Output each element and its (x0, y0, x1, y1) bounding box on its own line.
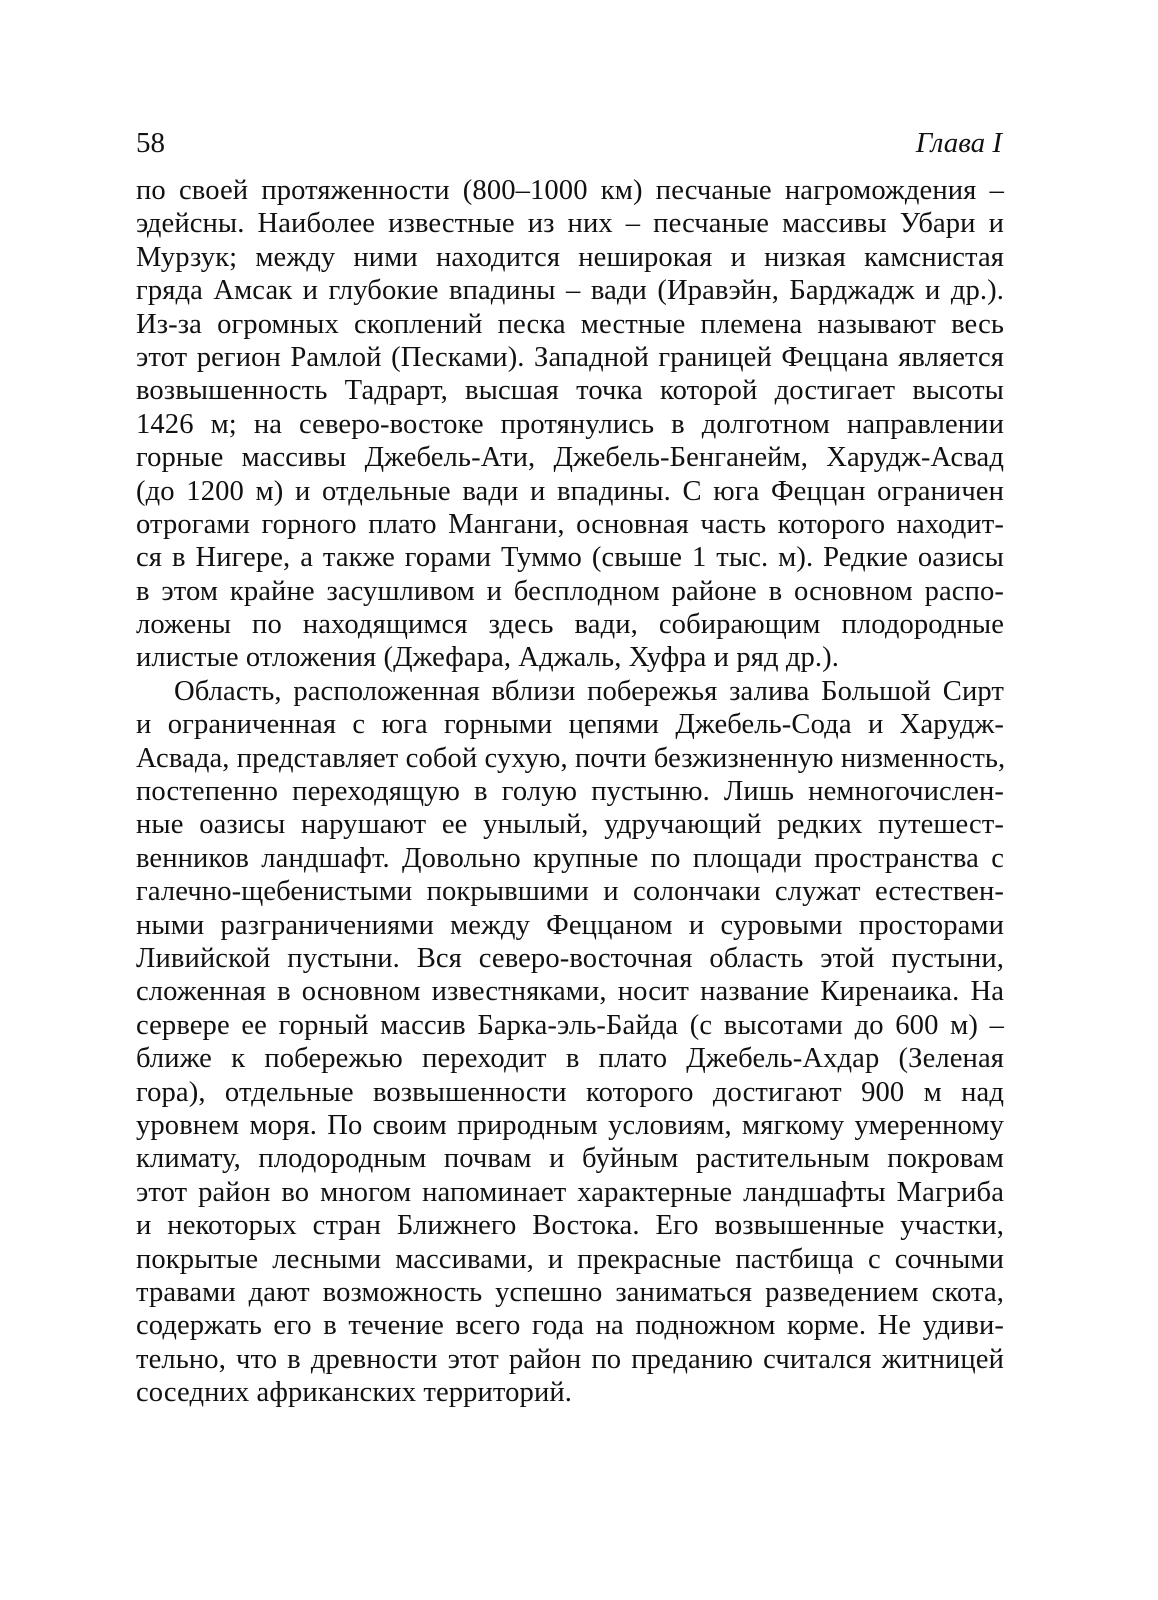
text-line: ные оазисы нарушают ее унылый, удручающий редких путешест- (136, 809, 1004, 841)
text-line: и ограниченная с юга горными цепями Джебель-Сода и Харудж- (136, 709, 1004, 741)
text-line: Мурзук; между ними находится неширокая и низкая камснистая (136, 241, 1004, 273)
text-line: ложены по находящимся здесь вади, собирающим плодородные (136, 609, 1004, 641)
text-line: Область, расположенная вблизи побережья залива Большой Сирт (174, 675, 1004, 707)
paragraph (136, 675, 1004, 1410)
text-line: гора), отдельные возвышенности которого достигают 900 м над (136, 1076, 1004, 1108)
text-line: покрытые лесными массивами, и прекрасные пастбища с сочными (136, 1243, 1004, 1275)
text-line: Асвада, представляет собой сухую, почти безжизненную низменность, (136, 742, 1006, 774)
text-line: и некоторых стран Ближнего Востока. Его возвышенные участки, (136, 1210, 1004, 1242)
text-line: отрогами горного плато Мангани, основная часть которого находит- (136, 508, 1004, 540)
text-line: возвышенность Тадрарт, высшая точка которой достигает высоты (136, 375, 1004, 407)
text-line: ближе к побережью переходит в плато Джебель-Ахдар (Зеленая (136, 1043, 1004, 1075)
chapter-title: Глава I (915, 127, 1002, 159)
text-line: уровнем моря. По своим природным условиям, мягкому умеренному (136, 1109, 1004, 1141)
text-line: ными разграничениями между Феццаном и суровыми просторами (136, 909, 1004, 941)
text-line: Ливийской пустыни. Вся северо-восточная область этой пустыни, (136, 942, 1004, 974)
text-line: эдейсны. Наиболее известные из них – песчаные массивы Убари и (136, 208, 1004, 240)
text-line: постепенно переходящую в голую пустыню. Лишь немногочислен- (136, 776, 1004, 808)
text-line: по своей протяженности (800–1000 км) песчаные нагромождения – (136, 175, 1004, 206)
text-line: сложенная в основном известняками, носит название Киренаика. На (136, 976, 1004, 1008)
text-line: Из-за огромных скоплений песка местные племена называют весь (136, 308, 1004, 340)
text-line: тельно, что в древности этот район по преданию считался житницей (136, 1343, 1004, 1375)
text-line: содержать его в течение всего года на подножном корме. Не удиви- (136, 1310, 1004, 1342)
text-line: (до 1200 м) и отдельные вади и впадины. С юга Феццан ограничен (136, 475, 1004, 507)
text-line: илистые отложения (Джефара, Аджаль, Хуфра и ряд др.). (136, 642, 840, 674)
text-line: климату, плодородным почвам и буйным растительным покровам (136, 1143, 1004, 1175)
paragraph (136, 174, 1004, 675)
text-line: 1426 м; на северо-востоке протянулись в долготном направлении (136, 408, 1004, 440)
text-line: венников ландшафт. Довольно крупные по площади пространства с (136, 842, 1004, 874)
text-line: соседних африканских территорий. (136, 1377, 573, 1409)
page-number: 58 (136, 127, 165, 159)
text-line: ся в Нигере, а также горами Туммо (свыше 1 тыс. м). Редкие оазисы (136, 542, 1004, 574)
running-header (136, 120, 1004, 166)
book-page (136, 120, 1004, 1409)
text-line: гряда Амсак и глубокие впадины – вади (Иравэйн, Барджадж и др.). (136, 275, 1004, 307)
body-text (136, 174, 1004, 1409)
text-line: травами дают возможность успешно заниматься разведением скота, (136, 1276, 1004, 1308)
text-line: в этом крайне засушливом и бесплодном районе в основном распо- (136, 575, 1004, 607)
text-line: этот район во многом напоминает характерные ландшафты Магриба (136, 1176, 1004, 1208)
text-line: сервере ее горный массив Барка-эль-Байда (с высотами до 600 м) – (136, 1009, 1004, 1041)
text-line: галечно-щебенистыми покрывшими и солончаки служат естествен- (136, 876, 1004, 908)
text-line: горные массивы Джебель-Ати, Джебель-Бенганейм, Харудж-Асвад (136, 442, 1004, 474)
text-line: этот регион Рамлой (Песками). Западной границей Феццана является (136, 341, 1004, 373)
